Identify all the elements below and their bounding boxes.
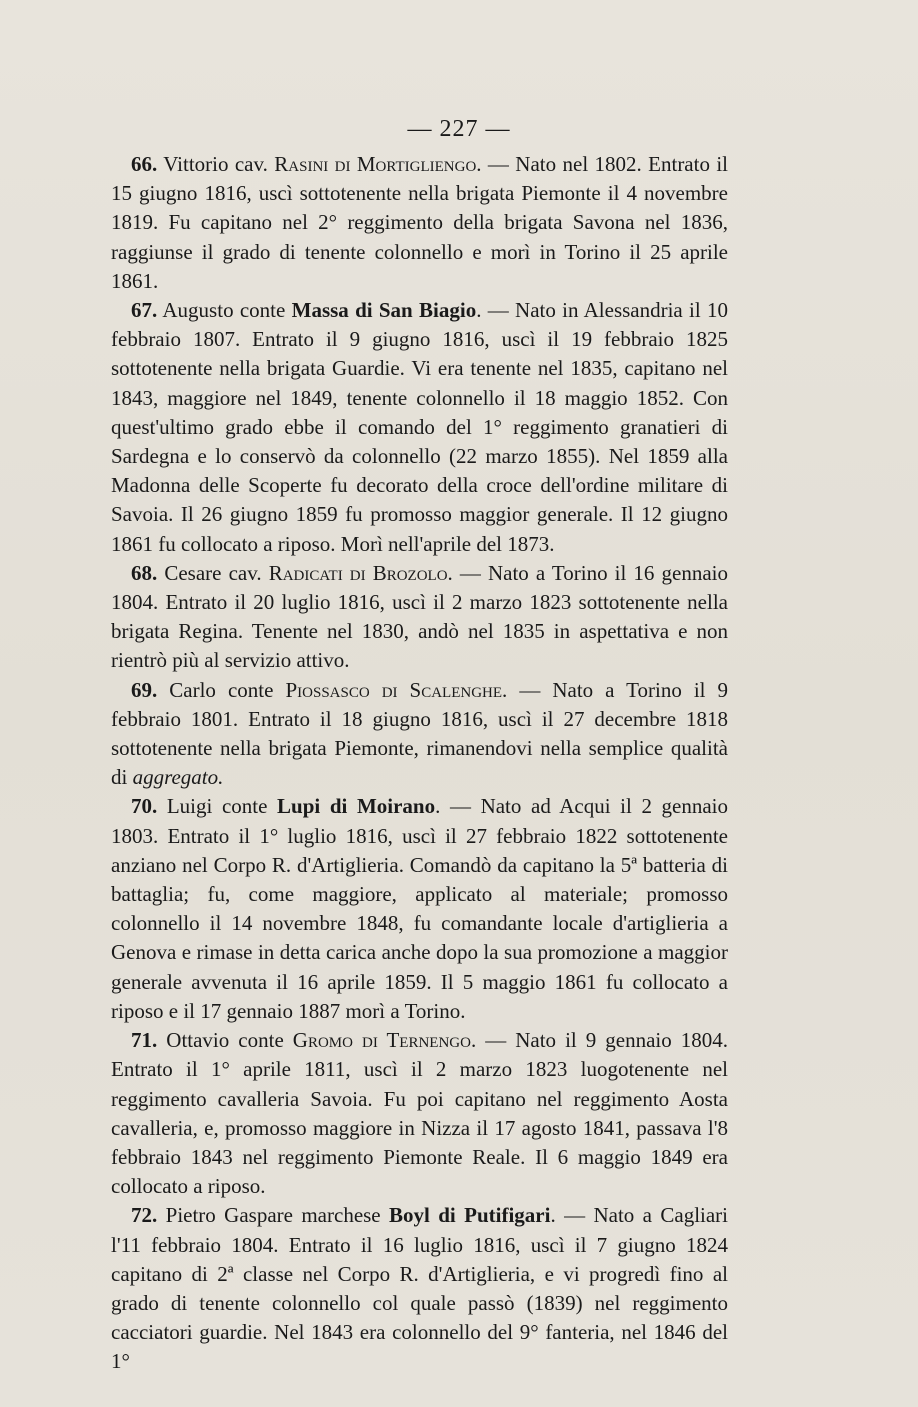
entry-66 <box>111 150 728 296</box>
entry-title: Carlo conte <box>169 677 274 702</box>
entry-name: Piossasco di Scalenghe <box>285 677 503 702</box>
entry-67 <box>111 296 728 559</box>
entry-name: Radicati di Brozolo <box>268 560 448 585</box>
entry-name: Rasini di Mortigliengo <box>274 152 477 176</box>
entry-title: Luigi conte <box>166 794 268 819</box>
entry-number: 68. <box>131 560 158 585</box>
entry-71 <box>111 1026 728 1201</box>
entry-70 <box>111 792 728 1026</box>
entry-number: 72. <box>131 1203 158 1228</box>
entry-number: 66. <box>131 152 158 176</box>
entry-name: Boyl di Putifigari <box>389 1203 551 1228</box>
entry-body: . — Nato a Torino il 9 febbraio 1801. Entrato il 18 giugno 1816, uscì il 27 decembre 1818 sottotenente nella brigata Piemonte, rimanendovi nella semplice qualità di <box>111 677 729 790</box>
entry-tail-italic: aggregato. <box>132 765 224 790</box>
text-body <box>111 150 728 1377</box>
page-number: — 227 — <box>407 116 511 142</box>
entry-title: Pietro Gaspare marchese <box>165 1203 381 1228</box>
entry-body: . — Nato il 9 gennaio 1804. Entrato il 1° aprile 1811, uscì il 2 marzo 1823 luogotenente nel reggimento cavalleria Savoia. Fu poi capitano nel reggimento Aosta cavalleria, e, promosso maggiore in Nizza il 17 agosto 1841, passava l'8 febbraio 1843 nel reggimento Piemonte Reale. Il 6 maggio 1849 era collocato a riposo. <box>111 1028 729 1199</box>
entry-title: Cesare cav. <box>164 560 262 585</box>
entry-body: . — Nato nel 1802. Entrato il 15 giugno 1816, uscì sottotenente nella brigata Piemonte il 4 novembre 1819. Fu capitano nel 2° reggimento della brigata Savona nel 1836, raggiunse il grado di tenente colonnello e morì in Torino il 25 aprile 1861. <box>111 152 729 293</box>
entry-name: Lupi di Moirano <box>277 794 436 819</box>
entry-72 <box>111 1201 728 1376</box>
entry-number: 71. <box>131 1028 158 1053</box>
entry-body: . — Nato in Alessandria il 10 febbraio 1807. Entrato il 9 giugno 1816, uscì il 19 febbraio 1825 sottotenente nella brigata Guardie. Vi era tenente nel 1835, capitano nel 1843, maggiore nel 1849, tenente colonnello il 18 maggio 1852. Con quest'ultimo grado ebbe il comando del 1° reggimento granatieri di Sardegna e lo conservò da colonnello (22 marzo 1855). Nel 1859 alla Madonna delle Scoperte fu decorato della croce dell'ordine militare di Savoia. Il 26 giugno 1859 fu promosso maggior generale. Il 12 giugno 1861 fu collocato a riposo. Morì nell'aprile del 1873. <box>111 298 729 556</box>
entry-number: 70. <box>131 794 158 819</box>
entry-name: Massa di San Biagio <box>291 298 477 323</box>
entry-body: . — Nato a Torino il 16 gennaio 1804. Entrato il 20 luglio 1816, uscì il 2 marzo 1823 sottotenente nella brigata Regina. Tenente nel 1830, andò nel 1835 in aspettativa e non rientrò più al servizio attivo. <box>111 560 728 673</box>
entry-body: . — Nato ad Acqui il 2 gennaio 1803. Entrato il 1° luglio 1816, uscì il 27 febbraio 1822 sottotenente anziano nel Corpo R. d'Artiglieria. Comandò da capitano la 5ª batteria di battaglia; fu, come maggiore, applicato al materiale; promosso colonnello il 14 novembre 1848, fu comandante locale d'artiglieria a Genova e rimase in detta carica anche dopo la sua promozione a maggior generale avvenuta il 16 aprile 1859. Il 5 maggio 1861 fu collocato a riposo e il 17 gennaio 1887 morì a Torino. <box>111 794 729 1023</box>
entry-name: Gromo di Ternengo <box>292 1028 471 1053</box>
entry-title: Augusto conte <box>162 298 286 323</box>
entry-number: 67. <box>131 298 158 323</box>
entry-69 <box>111 676 728 793</box>
entry-title: Ottavio conte <box>166 1028 284 1053</box>
entry-title: Vittorio cav. <box>163 152 268 176</box>
entry-number: 69. <box>131 677 158 702</box>
entry-68 <box>111 559 728 676</box>
entry-body: . — Nato a Cagliari l'11 febbraio 1804. Entrato il 16 luglio 1816, uscì il 7 giugno 1824 capitano di 2ª classe nel Corpo R. d'Artiglieria, e vi progredì fino al grado di tenente colonnello col quale passò (1839) nel reggimento cacciatori guardie. Nel 1843 era colonnello del 9° fanteria, nel 1846 del 1° <box>111 1203 729 1374</box>
